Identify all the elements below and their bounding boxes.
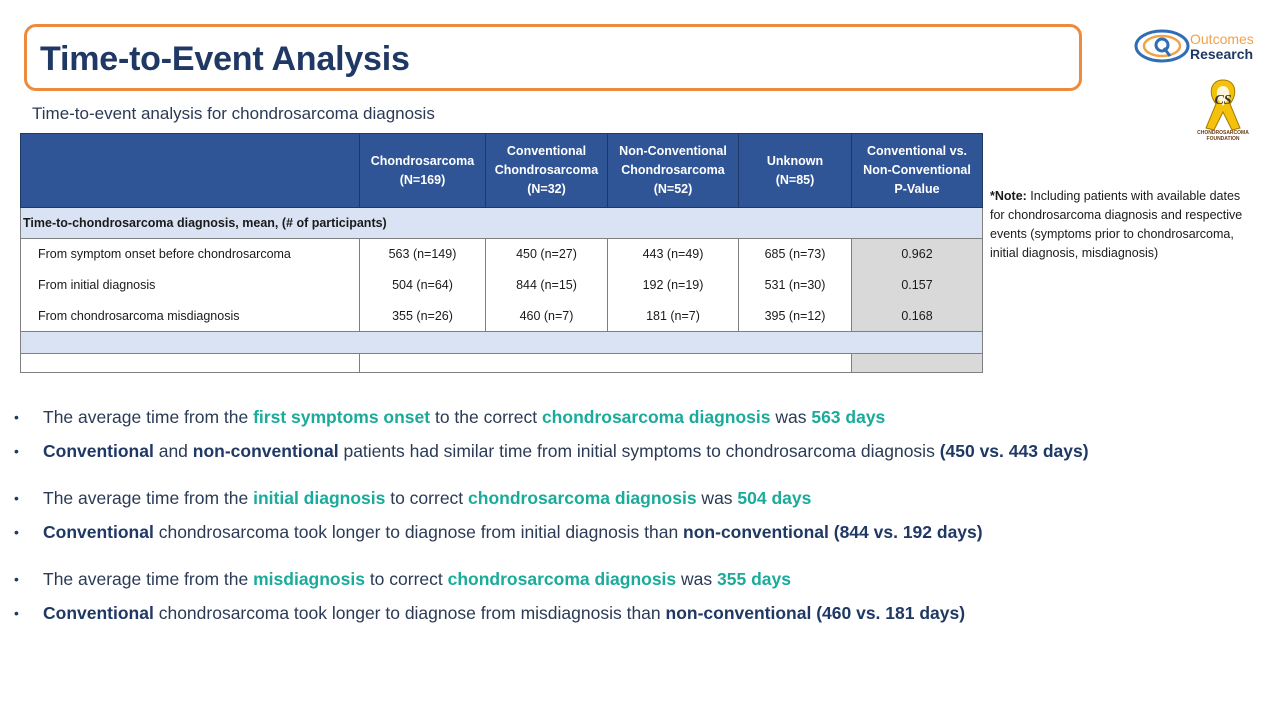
ribbon-caption: CHONDROSARCOMA FOUNDATION	[1197, 130, 1249, 142]
logo-swirl-icon	[1134, 26, 1190, 66]
table-header-row	[21, 134, 983, 208]
bullet-item	[14, 404, 1264, 430]
cell-unknown: 395 (n=12)	[739, 301, 852, 332]
outcomes-research-logo	[1134, 26, 1274, 70]
bullet-text-run: chondrosarcoma diagnosis	[541, 407, 771, 427]
bullet-text-run: non-conventional (844 vs. 192 days)	[683, 522, 983, 542]
table-row	[21, 270, 983, 301]
cell-conventional: 844 (n=15)	[486, 270, 608, 301]
bullet-text-run: Conventional	[43, 603, 154, 623]
bullet-item	[14, 519, 1264, 545]
bullet-dot-icon: •	[14, 605, 19, 621]
bullet-text-run: to the correct	[430, 407, 542, 427]
bullet-text-run: Conventional	[43, 522, 154, 542]
key-findings-list	[14, 404, 1264, 626]
title-box	[24, 24, 1082, 91]
note-prefix: *Note:	[990, 189, 1027, 203]
bullet-text-run: chondrosarcoma took longer to diagnose from initial diagnosis than	[153, 522, 684, 542]
bullet-text-run: 355 days	[717, 569, 791, 589]
bullet-text-run: Conventional	[43, 441, 154, 461]
time-to-event-table	[20, 133, 983, 373]
bullet-dot-icon: •	[14, 443, 19, 459]
bullet-dot-icon: •	[14, 571, 19, 587]
cell-pvalue: 0.962	[852, 239, 983, 270]
cell-pvalue: 0.168	[852, 301, 983, 332]
ribbon-letters: CS	[1214, 93, 1232, 108]
section-label: Time-to-chondrosarcoma diagnosis, mean, (# of participants)	[21, 208, 983, 239]
bullet-text-run: patients had similar time from initial symptoms to chondrosarcoma diagnosis	[338, 441, 940, 461]
bullet-text-run: chondrosarcoma diagnosis	[447, 569, 677, 589]
bullet-text-run: initial diagnosis	[253, 488, 386, 508]
bullet-text-run: to correct	[364, 569, 448, 589]
bullet-text-run: 563 days	[811, 407, 886, 427]
row-label: From symptom onset before chondrosarcoma	[21, 239, 360, 270]
bullet-text-run: to correct	[385, 488, 469, 508]
page-title: Time-to-Event Analysis	[40, 40, 410, 78]
cell-non-conventional: 181 (n=7)	[608, 301, 739, 332]
bullet-text-run: non-conventional (460 vs. 181 days)	[665, 603, 966, 623]
header-cell-non-conventional: Non-Conventional Chondrosarcoma (N=52)	[608, 134, 739, 208]
bullet-text-run: first symptoms onset	[253, 407, 431, 427]
section-row	[21, 208, 983, 239]
bullet-dot-icon: •	[14, 490, 19, 506]
bullet-item	[14, 485, 1264, 511]
row-label: From initial diagnosis	[21, 270, 360, 301]
spacer-row	[21, 332, 983, 354]
table-subtitle: Time-to-event analysis for chondrosarcoma diagnosis	[32, 104, 435, 123]
bullet-item	[14, 600, 1264, 626]
bullet-item	[14, 438, 1264, 464]
bullet-text-run: and	[153, 441, 193, 461]
bullet-text-run: chondrosarcoma diagnosis	[468, 488, 697, 508]
bullet-text-run: 504 days	[737, 488, 812, 508]
logo-line1: Outcomes	[1190, 31, 1254, 47]
header-cell-unknown: Unknown (N=85)	[739, 134, 852, 208]
bullet-dot-icon: •	[14, 524, 19, 540]
cell-pvalue: 0.157	[852, 270, 983, 301]
bullet-text-run: was	[770, 407, 812, 427]
bullet-text-run: non-conventional	[192, 441, 339, 461]
bullet-text-run: The average time from the	[43, 407, 254, 427]
cell-unknown: 531 (n=30)	[739, 270, 852, 301]
bullet-text-run: The average time from the	[43, 488, 254, 508]
logo-line2: Research	[1190, 46, 1254, 62]
cell-non-conventional: 443 (n=49)	[608, 239, 739, 270]
header-cell-pvalue: Conventional vs. Non-Conventional P-Value	[852, 134, 983, 208]
bullet-item	[14, 566, 1264, 592]
note-text: Including patients with available dates for chondrosarcoma diagnosis and respective events (symptoms prior to chondrosarcoma, initial diagnosis, misdiagnosis)	[990, 189, 1243, 260]
header-cell-conventional: Conventional Chondrosarcoma (N=32)	[486, 134, 608, 208]
table-row	[21, 301, 983, 332]
row-label: From chondrosarcoma misdiagnosis	[21, 301, 360, 332]
bullet-text-run: chondrosarcoma took longer to diagnose from misdiagnosis than	[153, 603, 666, 623]
cell-conventional: 450 (n=27)	[486, 239, 608, 270]
header-cell-blank	[21, 134, 360, 208]
cell-chondrosarcoma: 504 (n=64)	[360, 270, 486, 301]
bullet-text-run: was	[696, 488, 738, 508]
cell-chondrosarcoma: 563 (n=149)	[360, 239, 486, 270]
footnote	[990, 187, 1252, 263]
cell-non-conventional: 192 (n=19)	[608, 270, 739, 301]
bullet-text-run: was	[676, 569, 718, 589]
cell-conventional: 460 (n=7)	[486, 301, 608, 332]
cell-chondrosarcoma: 355 (n=26)	[360, 301, 486, 332]
blank-row	[21, 354, 983, 373]
table-row	[21, 239, 983, 270]
bullet-text-run: (450 vs. 443 days)	[939, 441, 1089, 461]
bullet-dot-icon: •	[14, 409, 19, 425]
cell-unknown: 685 (n=73)	[739, 239, 852, 270]
header-cell-chondrosarcoma: Chondrosarcoma (N=169)	[360, 134, 486, 208]
bullet-text-run: The average time from the	[43, 569, 254, 589]
bullet-text-run: misdiagnosis	[253, 569, 365, 589]
